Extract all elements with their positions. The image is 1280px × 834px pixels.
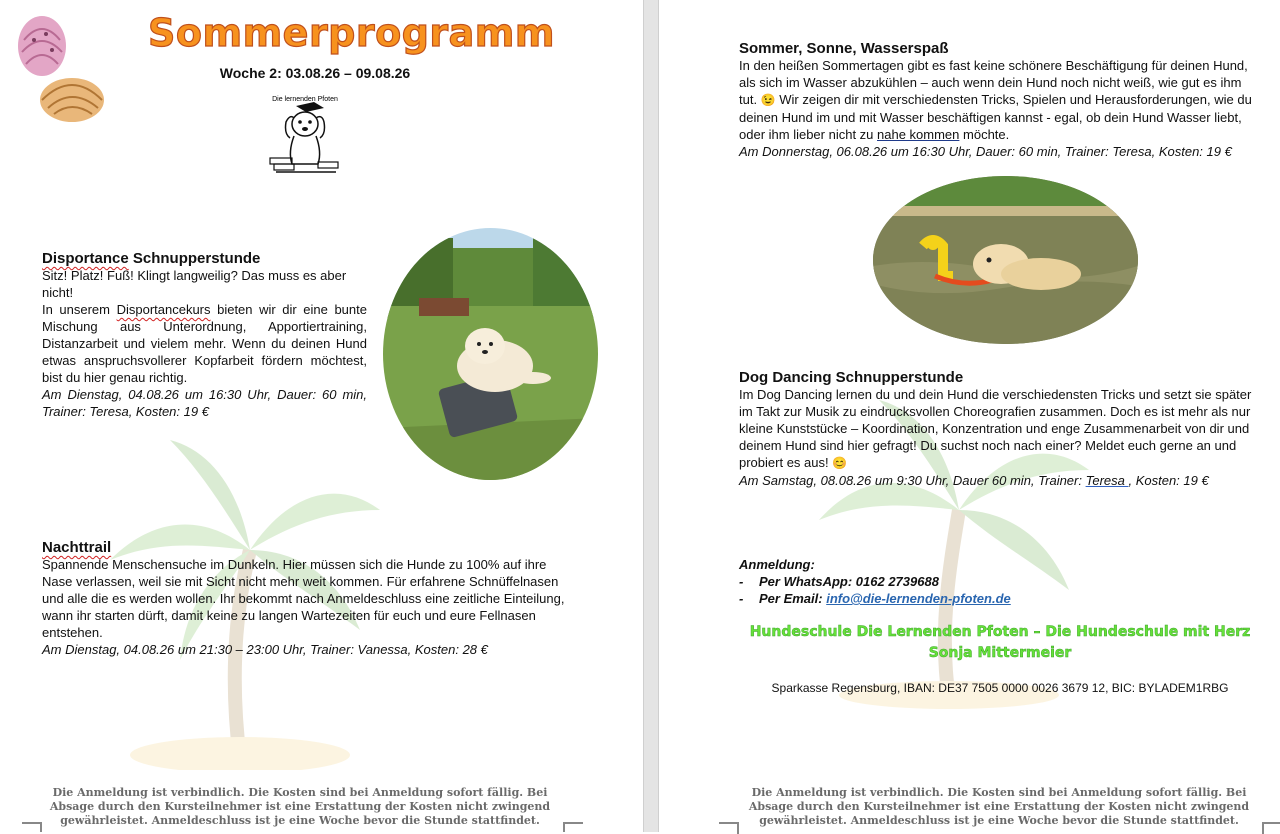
section-text: In unserem Disportancekurs bieten wir dir eine bunte Mischung aus Unterordnung, Apportiertraining, Distanzarbeit und vielem mehr. Wenn du deinen Hund etwas anspruchsvollerer Kopfarbeit fördern möchtest, bist du hier genau richtig. (42, 302, 367, 385)
section-heading: Nachttrail (42, 539, 112, 556)
page-title: Sommerprogramm (148, 11, 556, 55)
footer-note: Die Anmeldung ist verbindlich. Die Kosten sind bei Anmeldung sofort fällig. Bei Absage durch den Kursteilnehmer ist eine Erstattung der Kosten nicht zwingend gewährleistet. Anmeldeschluss ist je eine Woche bevor die Stunde stattfindet. (748, 786, 1250, 827)
section-nachttrail (42, 539, 567, 658)
page-corner-mark (719, 822, 739, 834)
footer-note: Die Anmeldung ist verbindlich. Die Kosten sind bei Anmeldung sofort fällig. Bei Absage durch den Kursteilnehmer ist eine Erstattung der Kosten nicht zwingend gewährleistet. Anmeldeschluss ist je eine Woche bevor die Stunde stattfindet. (49, 786, 551, 827)
logo-text: Die lernenden Pfoten (272, 96, 338, 103)
section-text: Sitz! Platz! Fuß! Klingt langweilig? Das muss es aber nicht! (42, 268, 347, 300)
section-dog-dancing (739, 369, 1261, 489)
section-disportance (42, 250, 367, 420)
email-link[interactable]: info@die-lernenden-pfoten.de (826, 591, 1011, 606)
registration-label: Anmeldung: (739, 557, 815, 572)
school-line-1: Hundeschule Die Lernenden Pfoten – Die Hundeschule mit Herz (749, 624, 1251, 640)
registration-block (739, 556, 1261, 607)
section-details: Am Dienstag, 04.08.26 um 16:30 Uhr, Dauer: 60 min, Trainer: Teresa, Kosten: 19 € (42, 387, 367, 419)
dog-logo-icon (266, 92, 344, 178)
seashell-illustration (14, 10, 106, 128)
section-details: Am Donnerstag, 06.08.26 um 16:30 Uhr, Dauer: 60 min, Trainer: Teresa, Kosten: 19 € (739, 144, 1232, 159)
section-sommer-sonne-wasserspass (739, 40, 1261, 160)
week-date-range: Woche 2: 03.08.26 – 09.08.26 (219, 65, 411, 81)
wink-emoji-icon: 😉 (760, 93, 776, 107)
section-text: Spannende Menschensuche im Dunkeln. Hier müssen sich die Hunde zu 100% auf ihre Nase verlassen, weil sie mit Sicht nicht mehr weit kommen. Für erfahrene Schnüffelnasen und alle die es werden wollen. Ihr bekommt nach Anmeldeschluss eine zeitliche Einteilung, wann ihr starten dürft, damit keine zu langen Wartezeiten für euch und eure Fellnasen entstehen. (42, 557, 565, 640)
dog-in-water-photo (873, 176, 1138, 344)
section-details: Am Dienstag, 04.08.26 um 21:30 – 23:00 Uhr, Trainer: Vanessa, Kosten: 28 € (42, 642, 488, 657)
school-owner-name: Sonja Mittermeier (928, 645, 1072, 661)
smile-emoji-icon: 😊 (832, 456, 848, 470)
section-heading: Dog Dancing Schnupperstunde (739, 369, 964, 386)
school-logo (266, 92, 344, 178)
section-text: In den heißen Sommertagen gibt es fast keine schönere Beschäftigung für deinen Hund, als sich im Wasser abzukühlen – auch wenn dein Hund noch nicht weiß, wie gut es ihm tut. 😉 Wir zeigen dir mit verschiedensten Tricks, Spielen und Herausforderungen, wie du deinen Hund im und mit Wasser beschäftigen kannst - egal, ob dein Hund Wasser liebt, oder ihm lieber nicht zu nahe kommen möchte. (739, 58, 1252, 142)
section-details: Am Samstag, 08.08.26 um 9:30 Uhr, Dauer 60 min, Trainer: Teresa , Kosten: 19 € (739, 473, 1209, 488)
page-corner-mark (1262, 822, 1280, 834)
bank-details: Sparkasse Regensburg, IBAN: DE37 7505 0000 0026 3679 12, BIC: BYLADEM1RBG (771, 681, 1229, 695)
page-corner-mark (22, 822, 42, 832)
section-heading: Sommer, Sonne, Wasserspaß (739, 40, 949, 57)
registration-email-item: - Per Email: info@die-lernenden-pfoten.de (761, 590, 1261, 607)
registration-whatsapp: - Per WhatsApp: 0162 2739688 (761, 573, 1261, 590)
school-name (739, 622, 1261, 664)
page-corner-mark (563, 822, 583, 832)
section-text: Im Dog Dancing lernen du und dein Hund die verschiedensten Tricks und setzt sie später im Takt zur Musik zu eindrucksvollen Choreografien zusammen. Doch es ist mehr als nur kleine Kunststücke – Koordination, Konzentration und enge Zusammenarbeit von dir und deinem Hund sind hier gefragt! Du suchst noch nach einer? Meldet euch gerne an und probiert es aus! 😊 (739, 387, 1252, 470)
section-heading: Disportance Schnupperstunde (42, 250, 261, 267)
page-gutter (643, 0, 659, 832)
dog-on-platform-photo (383, 228, 598, 480)
